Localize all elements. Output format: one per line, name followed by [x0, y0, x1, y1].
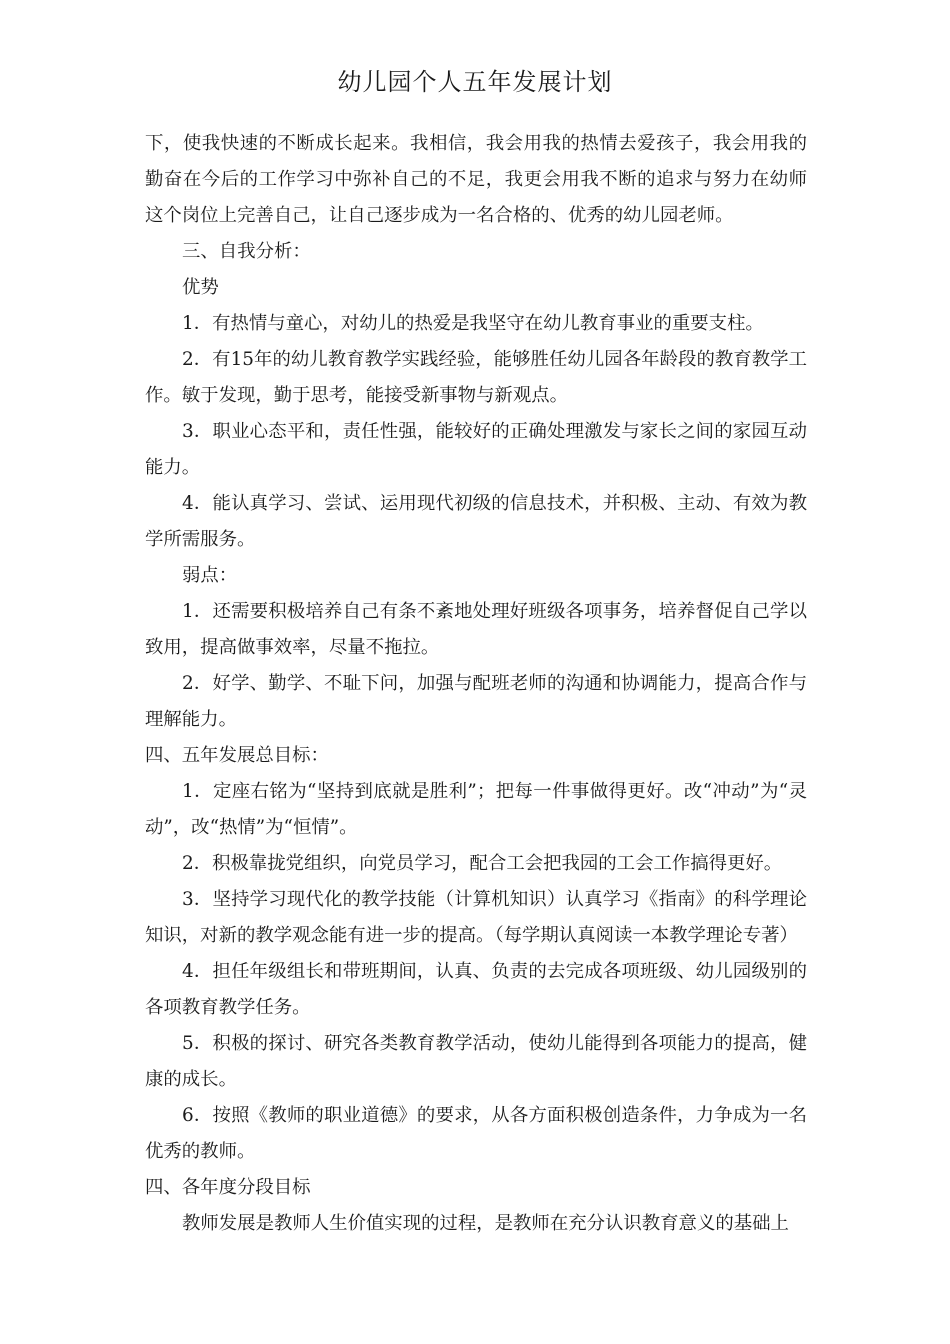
paragraph: 6．按照《教师的职业道德》的要求，从各方面积极创造条件，力争成为一名优秀的教师。 — [145, 1105, 807, 1162]
paragraph: 四、各年度分段目标 — [145, 1177, 311, 1198]
paragraph: 2．有15年的幼儿教育教学实践经验，能够胜任幼儿园各年龄段的教育教学工作。敏于发现，勤于思考，能接受新事物与新观点。 — [145, 349, 807, 406]
paragraph: 1．有热情与童心，对幼儿的热爱是我坚守在幼儿教育事业的重要支柱。 — [182, 313, 764, 334]
paragraph: 3．职业心态平和，责任性强，能较好的正确处理激发与家长之间的家园互动能力。 — [145, 421, 807, 478]
paragraph: 优势 — [182, 277, 219, 298]
paragraph: 三、自我分析： — [182, 241, 311, 262]
paragraph: 4．担任年级组长和带班期间，认真、负责的去完成各项班级、幼儿园级别的各项教育教学任务。 — [145, 961, 807, 1018]
paragraph: 2．积极靠拢党组织，向党员学习，配合工会把我园的工会工作搞得更好。 — [182, 853, 783, 874]
document-title: 幼儿园个人五年发展计划 — [337, 68, 613, 96]
paragraph: 1．定座右铭为“坚持到底就是胜利”；把每一件事做得更好。改“冲动”为“灵动”，改“热情”为“恒情”。 — [145, 781, 807, 838]
paragraph: 2．好学、勤学、不耻下问，加强与配班老师的沟通和协调能力，提高合作与理解能力。 — [145, 673, 807, 730]
paragraph: 1．还需要积极培养自己有条不紊地处理好班级各项事务，培养督促自己学以致用，提高做事效率，尽量不拖拉。 — [145, 601, 807, 658]
paragraph: 3．坚持学习现代化的教学技能（计算机知识）认真学习《指南》的科学理论知识，对新的教学观念能有进一步的提高。（每学期认真阅读一本教学理论专著） — [145, 889, 807, 946]
paragraph: 5．积极的探讨、研究各类教育教学活动，使幼儿能得到各项能力的提高，健康的成长。 — [145, 1033, 807, 1090]
paragraph: 下，使我快速的不断成长起来。我相信，我会用我的热情去爱孩子，我会用我的勤奋在今后的工作学习中弥补自己的不足，我更会用我不断的追求与努力在幼师这个岗位上完善自己，让自己逐步成为一名合格的、优秀的幼儿园老师。 — [145, 133, 807, 226]
document-body — [145, 126, 807, 1242]
paragraph: 教师发展是教师人生价值实现的过程，是教师在充分认识教育意义的基础上 — [182, 1213, 789, 1234]
paragraph: 弱点： — [182, 565, 238, 586]
paragraph: 4．能认真学习、尝试、运用现代初级的信息技术，并积极、主动、有效为教学所需服务。 — [145, 493, 807, 550]
paragraph: 四、五年发展总目标： — [145, 745, 329, 766]
